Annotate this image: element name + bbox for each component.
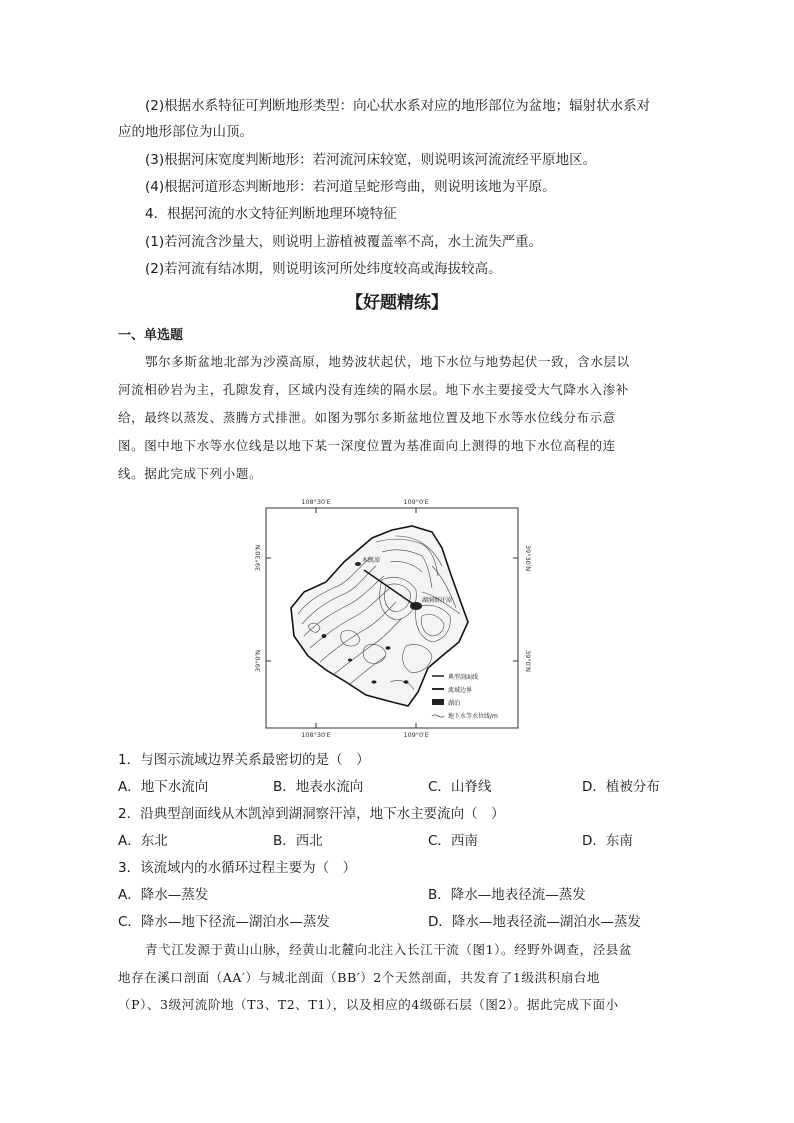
lake-mukai bbox=[355, 562, 361, 566]
question-2-option-b[interactable]: B．西北 bbox=[273, 833, 323, 849]
question-2-option-d[interactable]: D．东南 bbox=[582, 833, 633, 849]
question-2-stem: 2．沿典型剖面线从木凯淖到湖洞察汗淖，地下水主要流向（ ） bbox=[118, 806, 505, 822]
passage2-line: 青弋江发源于黄山山脉，经黄山北麓向北注入长江干流（图1）。经野外调查，泾县盆 bbox=[145, 942, 633, 957]
lon-label-top-left: 108°30′E bbox=[301, 498, 331, 506]
question-2-option-c[interactable]: C．西南 bbox=[428, 833, 478, 849]
legend-lake-symbol bbox=[432, 699, 444, 705]
place-label-hudongchahannao: 湖洞察汗淖 bbox=[422, 597, 453, 604]
question-1-option-d[interactable]: D．植被分布 bbox=[582, 779, 660, 795]
question-3-option-c[interactable]: C．降水—地下径流—湖泊水—蒸发 bbox=[118, 914, 330, 930]
question-1-option-c[interactable]: C．山脊线 bbox=[428, 779, 492, 795]
lake-small bbox=[348, 659, 352, 662]
legend-boundary-label: 流域边界 bbox=[448, 687, 473, 694]
passage1-line: 线。据此完成下列小题。 bbox=[118, 466, 263, 481]
section-title: 【好题精练】 bbox=[346, 293, 448, 313]
passage2-line: （P）、3级河流阶地（T3、T2、T1），以及相应的4级砾石层（图2）。据此完成下面小 bbox=[118, 997, 619, 1012]
lake-small bbox=[322, 634, 327, 638]
lake-small bbox=[372, 680, 377, 683]
question-1-stem: 1．与图示流域边界关系最密切的是（ ） bbox=[118, 752, 370, 768]
question-3-option-d[interactable]: D．降水—地表径流—湖泊水—蒸发 bbox=[428, 914, 641, 930]
intro-p4: (4)根据河道形态判断地形：若河道呈蛇形弯曲，则说明该地为平原。 bbox=[145, 179, 556, 195]
lat-label-right-bottom: 39°0′N bbox=[524, 650, 532, 672]
legend-profile-label: 典型剖面线 bbox=[448, 674, 479, 681]
passage1-line: 鄂尔多斯盆地北部为沙漠高原，地势波状起伏，地下水位与地势起伏一致，含水层以 bbox=[145, 354, 630, 369]
intro-p2-line2: 应的地形部位为山顶。 bbox=[118, 124, 253, 140]
place-label-mukainao: 木凯淖 bbox=[362, 557, 381, 564]
passage2-line: 地存在溪口剖面（AA′）与城北剖面（BB′）2个天然剖面，共发育了1级洪积扇台地 bbox=[118, 970, 601, 985]
passage1-line: 河流相砂岩为主，孔隙发育，区域内没有连续的隔水层。地下水主要接受大气降水入渗补 bbox=[118, 382, 629, 397]
subsection-heading: 一、单选题 bbox=[118, 328, 184, 343]
question-3-stem: 3．该流域内的水循环过程主要为（ ） bbox=[118, 860, 357, 876]
question-3-option-b[interactable]: B．降水—地表径流—蒸发 bbox=[428, 887, 586, 903]
intro-q2: (2)若河流有结冰期，则说明该河所处纬度较高或海拔较高。 bbox=[145, 261, 502, 277]
intro-p2-line1: (2)根据水系特征可判断地形类型：向心状水系对应的地形部位为盆地；辐射状水系对 bbox=[145, 98, 651, 114]
intro-p3: (3)根据河床宽度判断地形：若河流河床较宽，则说明该河流流经平原地区。 bbox=[145, 152, 597, 168]
question-1-option-a[interactable]: A．地下水流向 bbox=[118, 779, 209, 795]
lon-label-bottom-left: 108°30′E bbox=[301, 731, 331, 739]
lon-label-bottom-right: 109°0′E bbox=[403, 731, 429, 739]
legend-lake-label: 湖泊 bbox=[448, 700, 461, 707]
intro-heading-4: 4．根据河流的水文特征判断地理环境特征 bbox=[145, 206, 397, 222]
basin-groundwater-map bbox=[246, 496, 552, 740]
passage1-line: 图。图中地下水等水位线是以地下某一深度位置为基准面向上测得的地下水位高程的连 bbox=[118, 438, 616, 453]
lake-small bbox=[404, 680, 409, 684]
lat-label-left-bottom: 39°0′N bbox=[254, 650, 262, 672]
legend-contour-label: 地下水等水位线/m bbox=[448, 713, 498, 720]
lat-label-right-top: 39°30′N bbox=[524, 544, 532, 572]
intro-q1: (1)若河流含沙量大，则说明上游植被覆盖率不高，水土流失严重。 bbox=[145, 234, 543, 250]
lat-label-left-top: 39°30′N bbox=[254, 544, 262, 572]
passage1-line: 给，最终以蒸发、蒸腾方式排泄。如图为鄂尔多斯盆地位置及地下水等水位线分布示意 bbox=[118, 410, 616, 425]
question-1-option-b[interactable]: B．地表水流向 bbox=[273, 779, 364, 795]
lake-small bbox=[386, 646, 391, 650]
lon-label-top-right: 109°0′E bbox=[403, 498, 429, 506]
question-3-option-a[interactable]: A．降水—蒸发 bbox=[118, 887, 209, 903]
question-2-option-a[interactable]: A．东北 bbox=[118, 833, 168, 849]
